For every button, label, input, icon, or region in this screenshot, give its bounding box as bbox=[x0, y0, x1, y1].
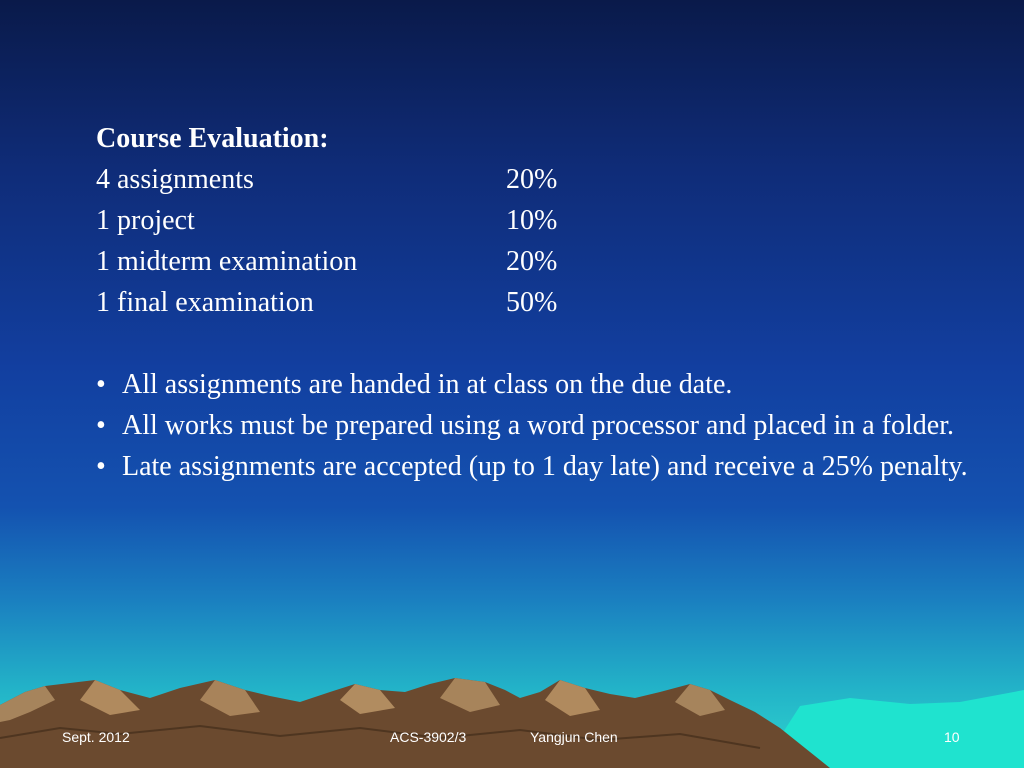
evaluation-row bbox=[96, 200, 976, 241]
evaluation-weight: 50% bbox=[506, 287, 558, 318]
bullet-text: All works must be prepared using a word processor and placed in a folder. bbox=[122, 410, 954, 441]
evaluation-item: 4 assignments bbox=[96, 164, 254, 195]
bullet-item bbox=[96, 405, 976, 446]
evaluation-item: 1 midterm examination bbox=[96, 246, 358, 277]
evaluation-row bbox=[96, 159, 976, 200]
evaluation-weight: 10% bbox=[506, 205, 558, 236]
footer-date: Sept. 2012 bbox=[62, 729, 130, 745]
footer-page-number: 10 bbox=[944, 729, 960, 745]
spacer bbox=[96, 323, 976, 364]
bullet-item bbox=[96, 364, 976, 405]
bullet-text: Late assignments are accepted (up to 1 day late) and receive a 25% penalty. bbox=[122, 451, 968, 482]
slide-heading: Course Evaluation: bbox=[96, 123, 329, 154]
evaluation-weight: 20% bbox=[506, 246, 558, 277]
bullet-dot-icon: • bbox=[96, 369, 106, 400]
footer-course: ACS-3902/3 bbox=[390, 729, 467, 745]
slide-body bbox=[96, 118, 976, 487]
evaluation-row bbox=[96, 282, 976, 323]
evaluation-row bbox=[96, 241, 976, 282]
bullet-dot-icon: • bbox=[96, 410, 106, 441]
bullet-dot-icon: • bbox=[96, 451, 106, 482]
evaluation-weight: 20% bbox=[506, 164, 558, 195]
bullet-text: All assignments are handed in at class on the due date. bbox=[122, 369, 733, 400]
evaluation-item: 1 final examination bbox=[96, 287, 314, 318]
bullet-item bbox=[96, 446, 976, 487]
evaluation-item: 1 project bbox=[96, 205, 195, 236]
footer-author: Yangjun Chen bbox=[530, 729, 618, 745]
